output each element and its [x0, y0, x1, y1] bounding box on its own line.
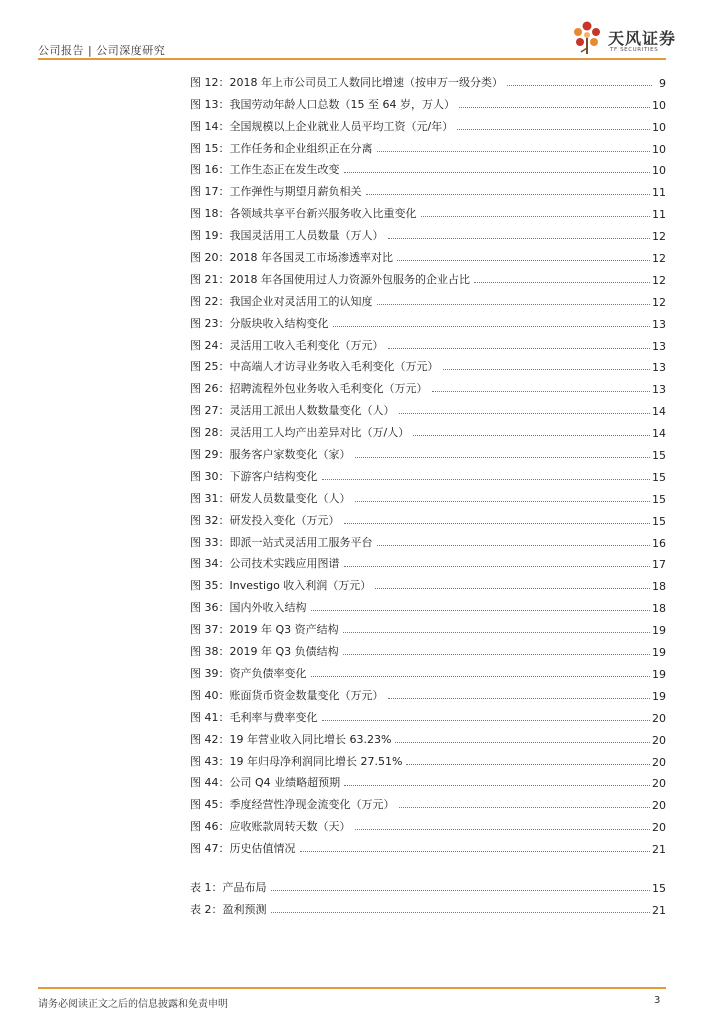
dot-leader [388, 238, 651, 239]
figure-title: 图 26：招聘流程外包业务收入毛利变化（万元） [190, 382, 428, 396]
dot-leader [406, 764, 650, 765]
figure-entry[interactable] [190, 550, 666, 572]
page-header [0, 0, 724, 64]
table-title: 表 1：产品布局 [190, 880, 267, 894]
figure-title: 图 46：应收账款周转天数（天） [190, 820, 351, 834]
figure-title: 图 42：19 年营业收入同比增长 63.23% [190, 732, 392, 746]
figure-page-number: 10 [652, 120, 666, 134]
figure-entry[interactable] [190, 418, 666, 440]
dot-leader [322, 479, 651, 480]
figure-page-number: 19 [652, 624, 666, 638]
dot-leader [271, 890, 651, 891]
header-divider [38, 58, 666, 60]
dot-leader [344, 172, 651, 173]
figure-title: 图 38：2019 年 Q3 负债结构 [190, 645, 339, 659]
dot-leader [333, 326, 651, 327]
figure-entry[interactable] [190, 243, 666, 265]
figure-entry[interactable] [190, 440, 666, 462]
figure-entry[interactable] [190, 177, 666, 199]
figure-page-number: 9 [659, 76, 666, 90]
dot-leader [344, 785, 650, 786]
figure-page-number: 10 [652, 164, 666, 178]
figure-page-number: 19 [652, 646, 666, 660]
figure-title: 图 17：工作弹性与期望月薪负相关 [190, 185, 362, 199]
dot-leader [399, 807, 651, 808]
dot-leader [344, 566, 651, 567]
dot-leader [271, 912, 651, 913]
figure-title: 图 16：工作生态正在发生改变 [190, 163, 340, 177]
figure-entry[interactable] [190, 221, 666, 243]
figure-entry[interactable] [190, 703, 666, 725]
figure-entry[interactable] [190, 462, 666, 484]
figure-title: 图 20：2018 年各国灵工市场渗透率对比 [190, 251, 393, 265]
figure-title: 图 23：分版块收入结构变化 [190, 316, 329, 330]
figure-title: 图 13：我国劳动年龄人口总数（15 至 64 岁，万人） [190, 97, 455, 111]
figure-entry[interactable] [190, 68, 666, 90]
figure-title: 图 34：公司技术实践应用图谱 [190, 557, 340, 571]
dot-leader [421, 216, 651, 217]
figure-entry[interactable] [190, 812, 666, 834]
footer-divider [38, 987, 666, 989]
report-type-label: 公司报告 | 公司深度研究 [38, 44, 166, 57]
dot-leader [377, 304, 651, 305]
table-list [190, 873, 666, 917]
figure-title: 图 31：研发人员数量变化（人） [190, 491, 351, 505]
figure-page-number: 19 [652, 667, 666, 681]
figure-title: 图 43：19 年归母净利润同比增长 27.51% [190, 754, 403, 768]
figure-entry[interactable] [190, 374, 666, 396]
figure-page-number: 20 [652, 733, 666, 747]
figure-title: 图 14：全国规模以上企业就业人员平均工资（元/年） [190, 119, 454, 133]
figure-page-number: 14 [652, 427, 666, 441]
dot-leader [388, 698, 651, 699]
figure-title: 图 18：各领域共享平台新兴服务收入比重变化 [190, 207, 417, 221]
dot-leader [366, 194, 651, 195]
figure-entry[interactable] [190, 134, 666, 156]
figure-title: 图 28：灵活用工人均产出差异对比（万/人） [190, 426, 410, 440]
figure-entry[interactable] [190, 353, 666, 375]
dot-leader [507, 85, 652, 86]
figure-entry[interactable] [190, 309, 666, 331]
dot-leader [443, 369, 651, 370]
figure-title: 图 24：灵活用工收入毛利变化（万元） [190, 338, 384, 352]
dot-leader [377, 151, 651, 152]
figure-title: 图 35：Investigo 收入利润（万元） [190, 579, 372, 593]
figure-page-number: 12 [652, 295, 666, 309]
figure-page-number: 14 [652, 405, 666, 419]
table-title: 表 2：盈利预测 [190, 902, 267, 916]
page-number: 3 [654, 995, 661, 1006]
figure-title: 图 30：下游客户结构变化 [190, 469, 318, 483]
table-entry[interactable] [190, 873, 666, 895]
brand-subtitle: TF SECURITIES [610, 47, 659, 53]
figure-page-number: 10 [652, 98, 666, 112]
figure-title: 图 33：即派一站式灵活用工服务平台 [190, 535, 373, 549]
figure-title: 图 12：2018 年上市公司员工人数同比增速（按申万一级分类） [190, 75, 503, 89]
figure-page-number: 20 [652, 755, 666, 769]
figure-page-number: 15 [652, 470, 666, 484]
dot-leader [459, 107, 650, 108]
figure-page-number: 12 [652, 273, 666, 287]
figure-entry[interactable] [190, 593, 666, 615]
figure-title: 图 29：服务客户家数变化（家） [190, 448, 351, 462]
dot-leader [355, 501, 651, 502]
figure-list [190, 68, 666, 856]
figure-page-number: 20 [652, 799, 666, 813]
table-page-number: 15 [652, 881, 666, 895]
table-page-number: 21 [652, 903, 666, 917]
figure-title: 图 37：2019 年 Q3 资产结构 [190, 623, 339, 637]
figure-title: 图 32：研发投入变化（万元） [190, 513, 340, 527]
brand-logo [570, 20, 677, 56]
figure-title: 图 22：我国企业对灵活用工的认知度 [190, 294, 373, 308]
dot-leader [344, 523, 651, 524]
dot-leader [343, 632, 650, 633]
footer-disclaimer: 请务必阅读正文之后的信息披露和免责申明 [38, 999, 228, 1010]
dot-leader [311, 676, 651, 677]
figure-page-number: 18 [652, 580, 666, 594]
figure-title: 图 36：国内外收入结构 [190, 601, 307, 615]
dot-leader [413, 435, 650, 436]
figure-title: 图 39：资产负债率变化 [190, 666, 307, 680]
dot-leader [322, 720, 651, 721]
figure-page-number: 15 [652, 449, 666, 463]
brand-name: 天风证券 [608, 29, 677, 48]
figure-page-number: 10 [652, 142, 666, 156]
figure-title: 图 27：灵活用工派出人数数量变化（人） [190, 404, 395, 418]
dot-leader [355, 829, 651, 830]
dot-leader [355, 457, 651, 458]
figure-title: 图 41：毛利率与费率变化 [190, 710, 318, 724]
dot-leader [343, 654, 650, 655]
figure-page-number: 12 [652, 230, 666, 244]
figure-entry[interactable] [190, 769, 666, 791]
figure-entry[interactable] [190, 90, 666, 112]
figure-title: 图 40：账面货币资金数量变化（万元） [190, 688, 384, 702]
figure-entry[interactable] [190, 287, 666, 309]
dot-leader [432, 391, 651, 392]
figure-entry[interactable] [190, 112, 666, 134]
figure-page-number: 13 [652, 361, 666, 375]
figure-title: 图 47：历史估值情况 [190, 842, 296, 856]
dot-leader [377, 545, 651, 546]
figure-entry[interactable] [190, 637, 666, 659]
figure-page-number: 21 [652, 843, 666, 857]
dot-leader [397, 260, 650, 261]
figure-title: 图 45：季度经营性净现金流变化（万元） [190, 798, 395, 812]
dot-leader [388, 348, 651, 349]
figure-page-number: 20 [652, 777, 666, 791]
figure-page-number: 16 [652, 536, 666, 550]
figure-title: 图 15：工作任务和企业组织正在分离 [190, 141, 373, 155]
figure-page-number: 17 [652, 558, 666, 572]
dot-leader [311, 610, 651, 611]
figure-title: 图 19：我国灵活用工人员数量（万人） [190, 229, 384, 243]
figure-page-number: 15 [652, 492, 666, 506]
figure-page-number: 20 [652, 711, 666, 725]
figure-entry[interactable] [190, 199, 666, 221]
dot-leader [395, 742, 650, 743]
figure-entry[interactable] [190, 331, 666, 353]
figure-title: 图 44：公司 Q4 业绩略超预期 [190, 776, 341, 790]
figure-entry[interactable] [190, 571, 666, 593]
figure-page-number: 13 [652, 383, 666, 397]
figure-entry[interactable] [190, 790, 666, 812]
figure-page-number: 12 [652, 252, 666, 266]
figure-entry[interactable] [190, 681, 666, 703]
figure-entry[interactable] [190, 834, 666, 856]
dot-leader [375, 588, 650, 589]
figure-page-number: 19 [652, 689, 666, 703]
flower-logo-icon [570, 20, 604, 56]
figure-entry[interactable] [190, 156, 666, 178]
dot-leader [300, 851, 651, 852]
figure-entry[interactable] [190, 747, 666, 769]
figure-title: 图 21：2018 年各国使用过人力资源外包服务的企业占比 [190, 272, 470, 286]
figure-page-number: 13 [652, 339, 666, 353]
figure-entry[interactable] [190, 265, 666, 287]
dot-leader [399, 413, 651, 414]
figure-entry[interactable] [190, 484, 666, 506]
figure-page-number: 20 [652, 821, 666, 835]
figure-entry[interactable] [190, 506, 666, 528]
table-entry[interactable] [190, 895, 666, 917]
figure-page-number: 11 [652, 208, 666, 222]
figure-entry[interactable] [190, 659, 666, 681]
figure-entry[interactable] [190, 725, 666, 747]
dot-leader [474, 282, 650, 283]
figure-page-number: 18 [652, 602, 666, 616]
figure-page-number: 11 [652, 186, 666, 200]
dot-leader [457, 129, 650, 130]
figure-title: 图 25：中高端人才访寻业务收入毛利变化（万元） [190, 360, 439, 374]
figure-page-number: 13 [652, 317, 666, 331]
figure-entry[interactable] [190, 615, 666, 637]
figure-entry[interactable] [190, 528, 666, 550]
figure-entry[interactable] [190, 396, 666, 418]
figure-page-number: 15 [652, 514, 666, 528]
